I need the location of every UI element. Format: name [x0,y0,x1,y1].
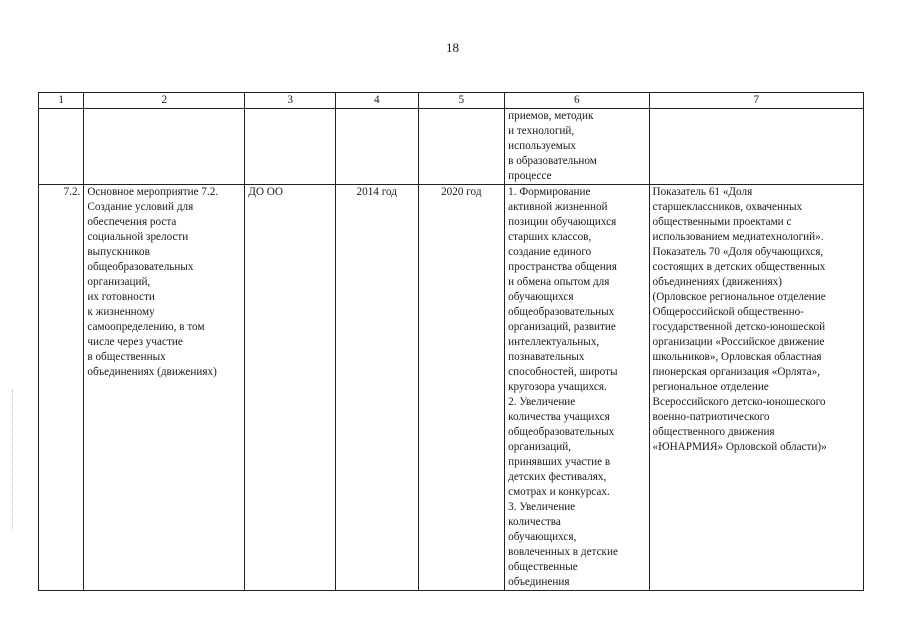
continuation-row [39,109,864,185]
program-measures-table [38,92,864,591]
scan-margin-mark [12,390,14,530]
end-year-cell: 2020 год [418,185,505,591]
column-number-1: 1 [39,93,84,109]
continuation-results-cell [505,109,649,185]
page-number: 18 [446,40,459,55]
cell-empty [245,109,336,185]
cell-empty [336,109,419,185]
indicators-text: Показатель 61 «Доля старшеклассников, охваченных общественными проектами с использованием медиатехнологий». Показатель 70 «Доля обучающихся, состоящих в детских общественных объединениях (движениях) (Орловское региональное отделение Общероссийской общественно- государственной детско-юношеской организации «Российское движение школьников», Орловская областная пионерская организация «Орлята», региональное отделение Всероссийского детско-юношеского военно-патриотического общественного движения «ЮНАРМИЯ» Орловской области)» [652,186,827,453]
cell-empty [39,109,84,185]
column-number-row [39,93,864,109]
executor-cell: ДО ОО [245,185,336,591]
results-text: 1. Формирование активной жизненной позиции обучающихся старших классов, создание единого пространства общения и обмена опытом для обучающихся общеобразовательных организаций, развитие интеллектуальных, познавательных способностей, широты кругозора учащихся. 2. Увеличение количества учащихся общеобразовательных организаций, принявших участие в детских фестивалях, смотрах и конкурсах. 3. Увеличение количества обучающихся, вовлеченных в детские общественные объединения [508,186,618,588]
column-number-3: 3 [245,93,336,109]
column-number-5: 5 [418,93,505,109]
continuation-results-text: приемов, методик и технологий, используемых в образовательном процессе [508,110,597,182]
cell-empty [418,109,505,185]
start-year-cell: 2014 год [336,185,419,591]
measure-text: Основное мероприятие 7.2. Создание условий для обеспечения роста социальной зрелости выпускников общеобразовательных организаций, их готовности к жизненному самоопределению, в том числе через участие в общественных объединениях (движениях) [87,186,219,378]
column-number-2: 2 [84,93,245,109]
column-number-6: 6 [505,93,649,109]
indicators-cell [649,185,864,591]
cell-empty [649,109,864,185]
cell-empty [84,109,245,185]
column-number-4: 4 [336,93,419,109]
row-number: 7.2. [39,185,84,591]
measure-cell [84,185,245,591]
results-cell [505,185,649,591]
column-number-7: 7 [649,93,864,109]
table-row [39,185,864,591]
